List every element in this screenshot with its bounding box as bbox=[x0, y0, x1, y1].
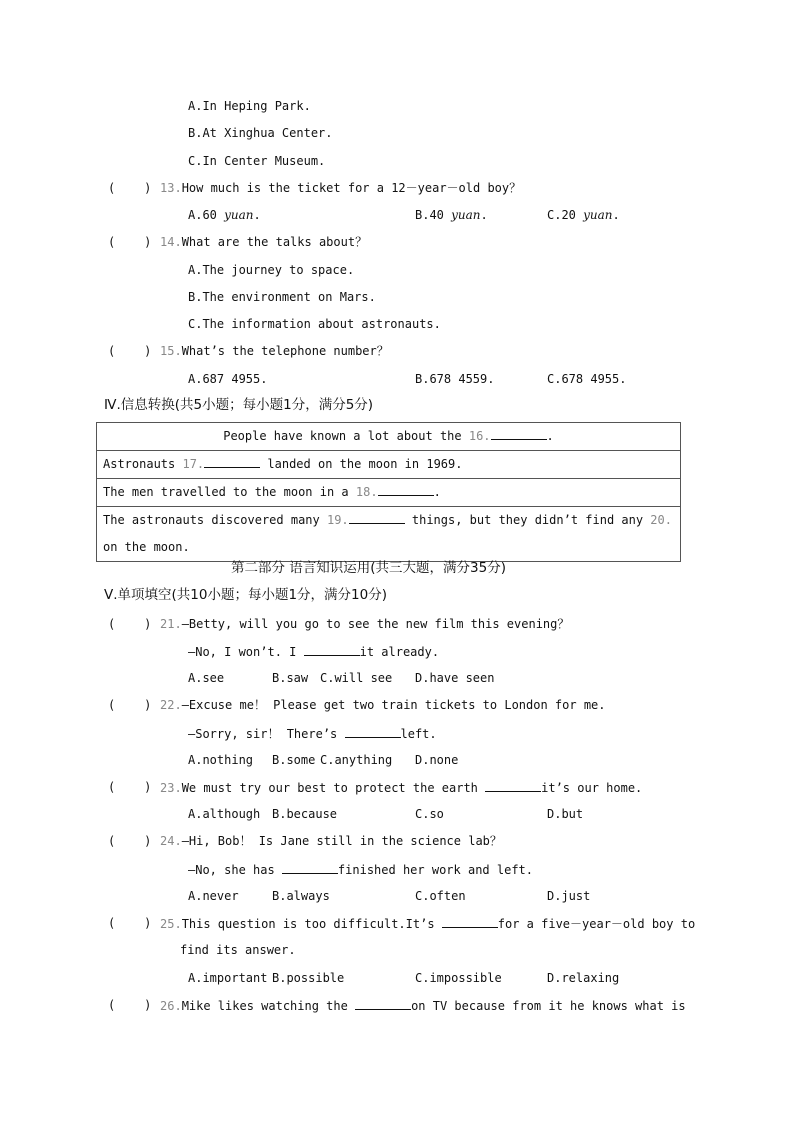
q15-option-a: A.687 4955. bbox=[188, 372, 268, 386]
question-23: 23.We must try our best to protect the earth it’s our home. bbox=[160, 781, 643, 795]
answer-bracket[interactable]: ( ) bbox=[108, 998, 152, 1012]
question-number: 14. bbox=[160, 235, 182, 249]
answer-blank[interactable] bbox=[345, 725, 401, 738]
q14-option-c: C.The information about astronauts. bbox=[188, 317, 441, 331]
answer-bracket[interactable]: ( ) bbox=[108, 235, 152, 249]
question-stem: What’s the telephone number？ bbox=[181, 344, 389, 358]
q13-option-b: B.40 yuan. bbox=[415, 208, 488, 222]
q24-option-b: B.always bbox=[272, 889, 330, 903]
q14-option-b: B.The environment on Mars. bbox=[188, 290, 376, 304]
q24-option-c: C.often bbox=[415, 889, 466, 903]
q13-option-a: A.60 yuan. bbox=[188, 208, 261, 222]
table-row: The astronauts discovered many 19. things, but they didn’t find any 20. on the moon. bbox=[97, 507, 681, 562]
answer-blank[interactable] bbox=[282, 861, 338, 874]
part-2-title: 第二部分 语言知识运用(共三大题，满分35分) bbox=[231, 560, 507, 576]
q22-option-b: B.some bbox=[272, 753, 316, 767]
question-24: 24.—Hi, Bob！ Is Jane still in the science lab？ bbox=[160, 834, 502, 848]
question-13 bbox=[160, 180, 521, 196]
section-4-title: Ⅳ.信息转换(共5小题；每小题1分，满分5分) bbox=[104, 397, 374, 413]
q21-line-2: —No, I won’t. I it already. bbox=[188, 645, 440, 659]
q25-option-a: A.important bbox=[188, 971, 268, 985]
answer-blank[interactable] bbox=[204, 455, 260, 468]
answer-bracket[interactable]: ( ) bbox=[108, 834, 152, 848]
q12-option-a: A.In Heping Park. bbox=[188, 99, 311, 113]
q13-option-c: C.20 yuan. bbox=[547, 208, 620, 222]
q21-option-d: D.have seen bbox=[415, 671, 495, 685]
answer-blank[interactable] bbox=[378, 483, 434, 496]
q23-option-d: D.but bbox=[547, 807, 584, 821]
question-15 bbox=[160, 343, 389, 359]
q23-option-a: A.although bbox=[188, 807, 261, 821]
answer-bracket[interactable]: ( ) bbox=[108, 181, 152, 195]
q15-option-c: C.678 4955. bbox=[547, 372, 627, 386]
q12-option-b: B.At Xinghua Center. bbox=[188, 126, 333, 140]
answer-blank[interactable] bbox=[355, 997, 411, 1010]
answer-blank[interactable] bbox=[349, 511, 405, 524]
question-14 bbox=[160, 234, 367, 250]
q22-option-c: C.anything bbox=[320, 753, 393, 767]
q15-option-b: B.678 4559. bbox=[415, 372, 495, 386]
answer-bracket[interactable]: ( ) bbox=[108, 617, 152, 631]
answer-bracket[interactable]: ( ) bbox=[108, 916, 152, 930]
q24-option-a: A.never bbox=[188, 889, 239, 903]
q12-option-c: C.In Center Museum. bbox=[188, 154, 326, 168]
question-stem: How much is the ticket for a 12－year－old boy？ bbox=[181, 181, 522, 195]
answer-bracket[interactable]: ( ) bbox=[108, 698, 152, 712]
q23-option-c: C.so bbox=[415, 807, 444, 821]
q25-option-c: C.impossible bbox=[415, 971, 502, 985]
q24-line-2: —No, she has finished her work and left. bbox=[188, 863, 533, 877]
q21-option-b: B.saw bbox=[272, 671, 309, 685]
q14-option-a: A.The journey to space. bbox=[188, 263, 355, 277]
q22-option-a: A.nothing bbox=[188, 753, 254, 767]
q22-option-d: D.none bbox=[415, 753, 459, 767]
question-22: 22.—Excuse me！ Please get two train tickets to London for me. bbox=[160, 698, 606, 712]
question-number: 13. bbox=[160, 181, 182, 195]
answer-bracket[interactable]: ( ) bbox=[108, 780, 152, 794]
q23-option-b: B.because bbox=[272, 807, 338, 821]
q25-option-d: D.relaxing bbox=[547, 971, 620, 985]
info-transfer-table bbox=[96, 422, 681, 562]
q24-option-d: D.just bbox=[547, 889, 591, 903]
table-row: The men travelled to the moon in a 18. . bbox=[97, 479, 681, 507]
answer-blank[interactable] bbox=[304, 643, 360, 656]
question-number: 15. bbox=[160, 344, 182, 358]
q21-option-c: C.will see bbox=[320, 671, 393, 685]
q22-line-2: —Sorry, sir！ There’s left. bbox=[188, 727, 437, 741]
answer-bracket[interactable]: ( ) bbox=[108, 344, 152, 358]
section-5-title: Ⅴ.单项填空(共10小题；每小题1分，满分10分) bbox=[104, 587, 388, 603]
table-row: People have known a lot about the 16. . bbox=[97, 423, 681, 451]
table-row: Astronauts 17. landed on the moon in 1969. bbox=[97, 451, 681, 479]
question-21: 21.—Betty, will you go to see the new film this evening？ bbox=[160, 617, 570, 631]
q25-line-2: find its answer. bbox=[180, 943, 296, 957]
q21-option-a: A.see bbox=[188, 671, 225, 685]
question-25: 25.This question is too difficult.It’s for a five－year－old boy to bbox=[160, 917, 696, 931]
q25-option-b: B.possible bbox=[272, 971, 345, 985]
question-26: 26.Mike likes watching the on TV because from it he knows what is bbox=[160, 999, 686, 1013]
question-stem: What are the talks about？ bbox=[181, 235, 368, 249]
answer-blank[interactable] bbox=[442, 915, 498, 928]
answer-blank[interactable] bbox=[485, 779, 541, 792]
answer-blank[interactable] bbox=[491, 427, 547, 440]
